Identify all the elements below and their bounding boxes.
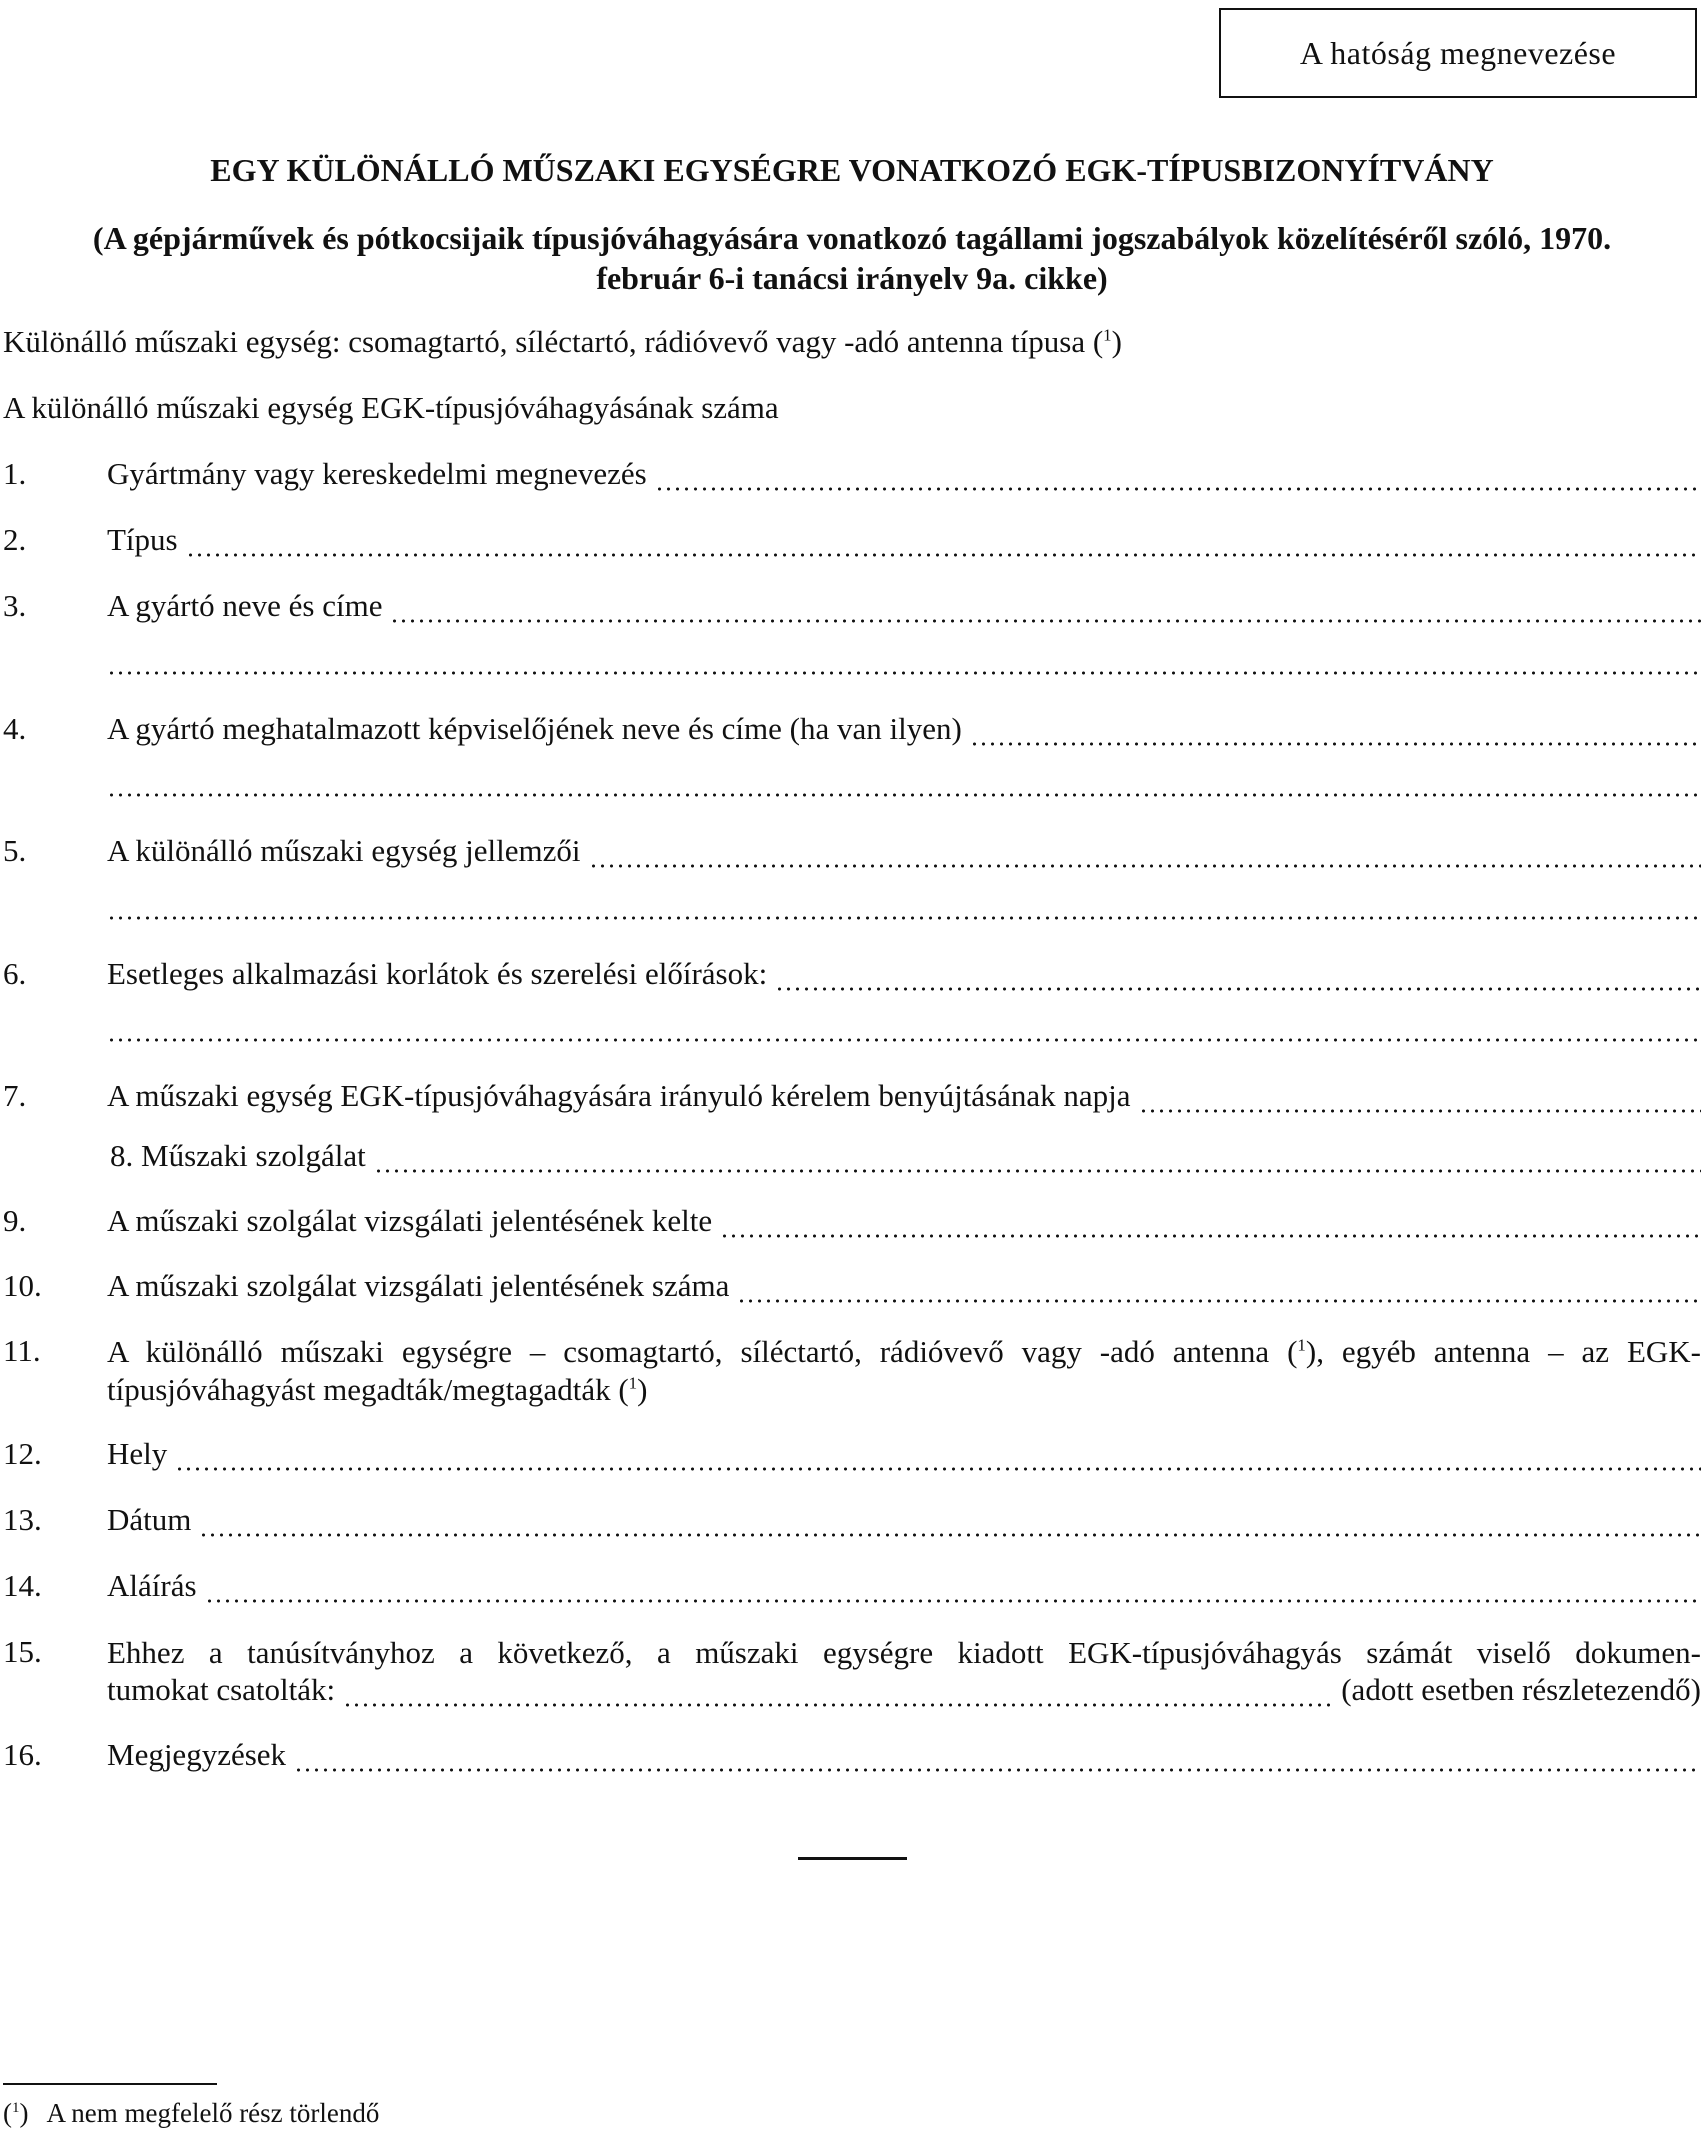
item-number: 6. <box>3 956 27 991</box>
fill-in-field[interactable] <box>720 1208 1701 1239</box>
fill-in-field[interactable] <box>374 1143 1701 1174</box>
item-label: A műszaki szolgálat vizsgálati jelentésének kelte <box>107 1203 713 1238</box>
item-number: 4. <box>3 711 27 746</box>
item-number: 9. <box>3 1203 27 1238</box>
form-item-11 <box>0 1333 1704 1413</box>
footnote <box>3 2098 379 2129</box>
item-number: 1. <box>3 456 27 491</box>
document-subtitle <box>0 218 1704 298</box>
footnote-mark: ($^1$) <box>3 2098 29 2128</box>
item-label-line-1: Ehhez a tanúsítványhoz a következő, a műszaki egységre kiadott EGK-típusjóváhagyás számát viselő dokumen- <box>107 1635 1701 1670</box>
authority-name-box <box>1219 8 1697 98</box>
item-label: Megjegyzések <box>107 1737 287 1772</box>
item-label: 8. Műszaki szolgálat <box>110 1138 366 1173</box>
item-number: 16. <box>3 1737 42 1772</box>
fill-in-field[interactable] <box>775 961 1701 992</box>
form-item-15 <box>0 1634 1704 1714</box>
form-item-7 <box>0 1078 1704 1118</box>
item-label: Típus <box>107 522 178 557</box>
fill-in-field[interactable] <box>970 716 1701 747</box>
fill-in-continuation[interactable] <box>107 1037 1701 1045</box>
item-number: 2. <box>3 522 27 557</box>
fill-in-field[interactable] <box>175 1441 1701 1472</box>
item-number: 10. <box>3 1268 42 1303</box>
intro-unit-type-text: Különálló műszaki egység: csomagtartó, síléctartó, rádióvevő vagy -adó antenna típusa ( <box>3 324 1104 359</box>
footnote-ref: 1 <box>1297 1335 1306 1355</box>
fill-in-field[interactable] <box>205 1573 1701 1604</box>
item-label: Aláírás <box>107 1568 197 1603</box>
footnote-ref-close: ) <box>1111 324 1122 359</box>
fill-in-continuation[interactable] <box>107 915 1701 923</box>
form-item-1 <box>0 456 1704 496</box>
form-item-13 <box>0 1502 1704 1542</box>
item-number: 13. <box>3 1502 42 1537</box>
fill-in-field[interactable] <box>294 1742 1701 1773</box>
form-item-16 <box>0 1737 1704 1777</box>
item-label: A különálló műszaki egységre – csomagtartó, síléctartó, rádióvevő vagy -adó antenna ($^1$), egyéb antenna – az EGK-típusjóváhagyást megadták/megtagadták ($^1$) <box>107 1334 1701 1407</box>
form-item-3 <box>0 588 1704 628</box>
item-number: 11. <box>3 1333 41 1368</box>
form-item-12 <box>0 1436 1704 1476</box>
item-number: 12. <box>3 1436 42 1471</box>
fill-in-continuation[interactable] <box>107 792 1701 800</box>
fill-in-field[interactable] <box>186 527 1701 558</box>
form-item-14 <box>0 1568 1704 1608</box>
fill-in-field[interactable] <box>343 1677 1333 1708</box>
form-item-5 <box>0 833 1704 873</box>
form-item-8 <box>0 1138 1704 1178</box>
intro-approval-number: A különálló műszaki egység EGK-típusjóváhagyásának száma <box>3 390 779 425</box>
item-label: A gyártó meghatalmazott képviselőjének neve és címe (ha van ilyen) <box>107 711 962 746</box>
item-number: 7. <box>3 1078 27 1113</box>
footnote-text: A nem megfelelő rész törlendő <box>46 2098 380 2128</box>
item-number: 5. <box>3 833 27 868</box>
item-number: 3. <box>3 588 27 623</box>
subtitle-line-2: február 6-i tanácsi irányelv 9a. cikke) <box>596 260 1108 296</box>
form-item-6 <box>0 956 1704 996</box>
section-end-rule <box>798 1857 907 1860</box>
footnote-ref: 1 <box>628 1373 638 1393</box>
footnote-ref: 1 <box>1103 325 1112 345</box>
item-label: Hely <box>107 1436 168 1471</box>
fill-in-field[interactable] <box>737 1273 1701 1304</box>
item-label: A különálló műszaki egység jellemzői <box>107 833 581 868</box>
item-label: A műszaki szolgálat vizsgálati jelentésének száma <box>107 1268 730 1303</box>
fill-in-continuation[interactable] <box>107 670 1701 678</box>
item-label-line-2: tumokat csatolták: (adott esetben részletezendő) <box>107 1672 1701 1707</box>
item-label: A gyártó neve és címe <box>107 588 383 623</box>
fill-in-field[interactable] <box>589 838 1701 869</box>
item-number: 14. <box>3 1568 42 1603</box>
footnote-divider <box>3 2083 217 2085</box>
fill-in-field[interactable] <box>199 1507 1701 1538</box>
subtitle-line-1: (A gépjárművek és pótkocsijaik típusjóváhagyására vonatkozó tagállami jogszabályok közelítéséről szóló, 1970. <box>92 220 1612 256</box>
form-item-2 <box>0 522 1704 562</box>
authority-name-label: A hatóság megnevezése <box>1299 34 1617 71</box>
fill-in-field[interactable] <box>655 461 1701 492</box>
intro-unit-type <box>3 324 1122 360</box>
fill-in-field[interactable] <box>390 593 1701 624</box>
form-item-4 <box>0 711 1704 751</box>
item-label: Dátum <box>107 1502 192 1537</box>
item-label: Gyártmány vagy kereskedelmi megnevezés <box>107 456 647 491</box>
item-number: 15. <box>3 1634 42 1669</box>
item-label: A műszaki egység EGK-típusjóváhagyására irányuló kérelem benyújtásának napja <box>107 1078 1131 1113</box>
fill-in-field[interactable] <box>1139 1083 1701 1114</box>
item-label: Esetleges alkalmazási korlátok és szerelési előírások: <box>107 956 768 991</box>
form-item-10 <box>0 1268 1704 1308</box>
document-title: EGY KÜLÖNÁLLÓ MŰSZAKI EGYSÉGRE VONATKOZÓ EGK-TÍPUSBIZONYÍTVÁNY <box>210 152 1494 188</box>
form-item-9 <box>0 1203 1704 1243</box>
